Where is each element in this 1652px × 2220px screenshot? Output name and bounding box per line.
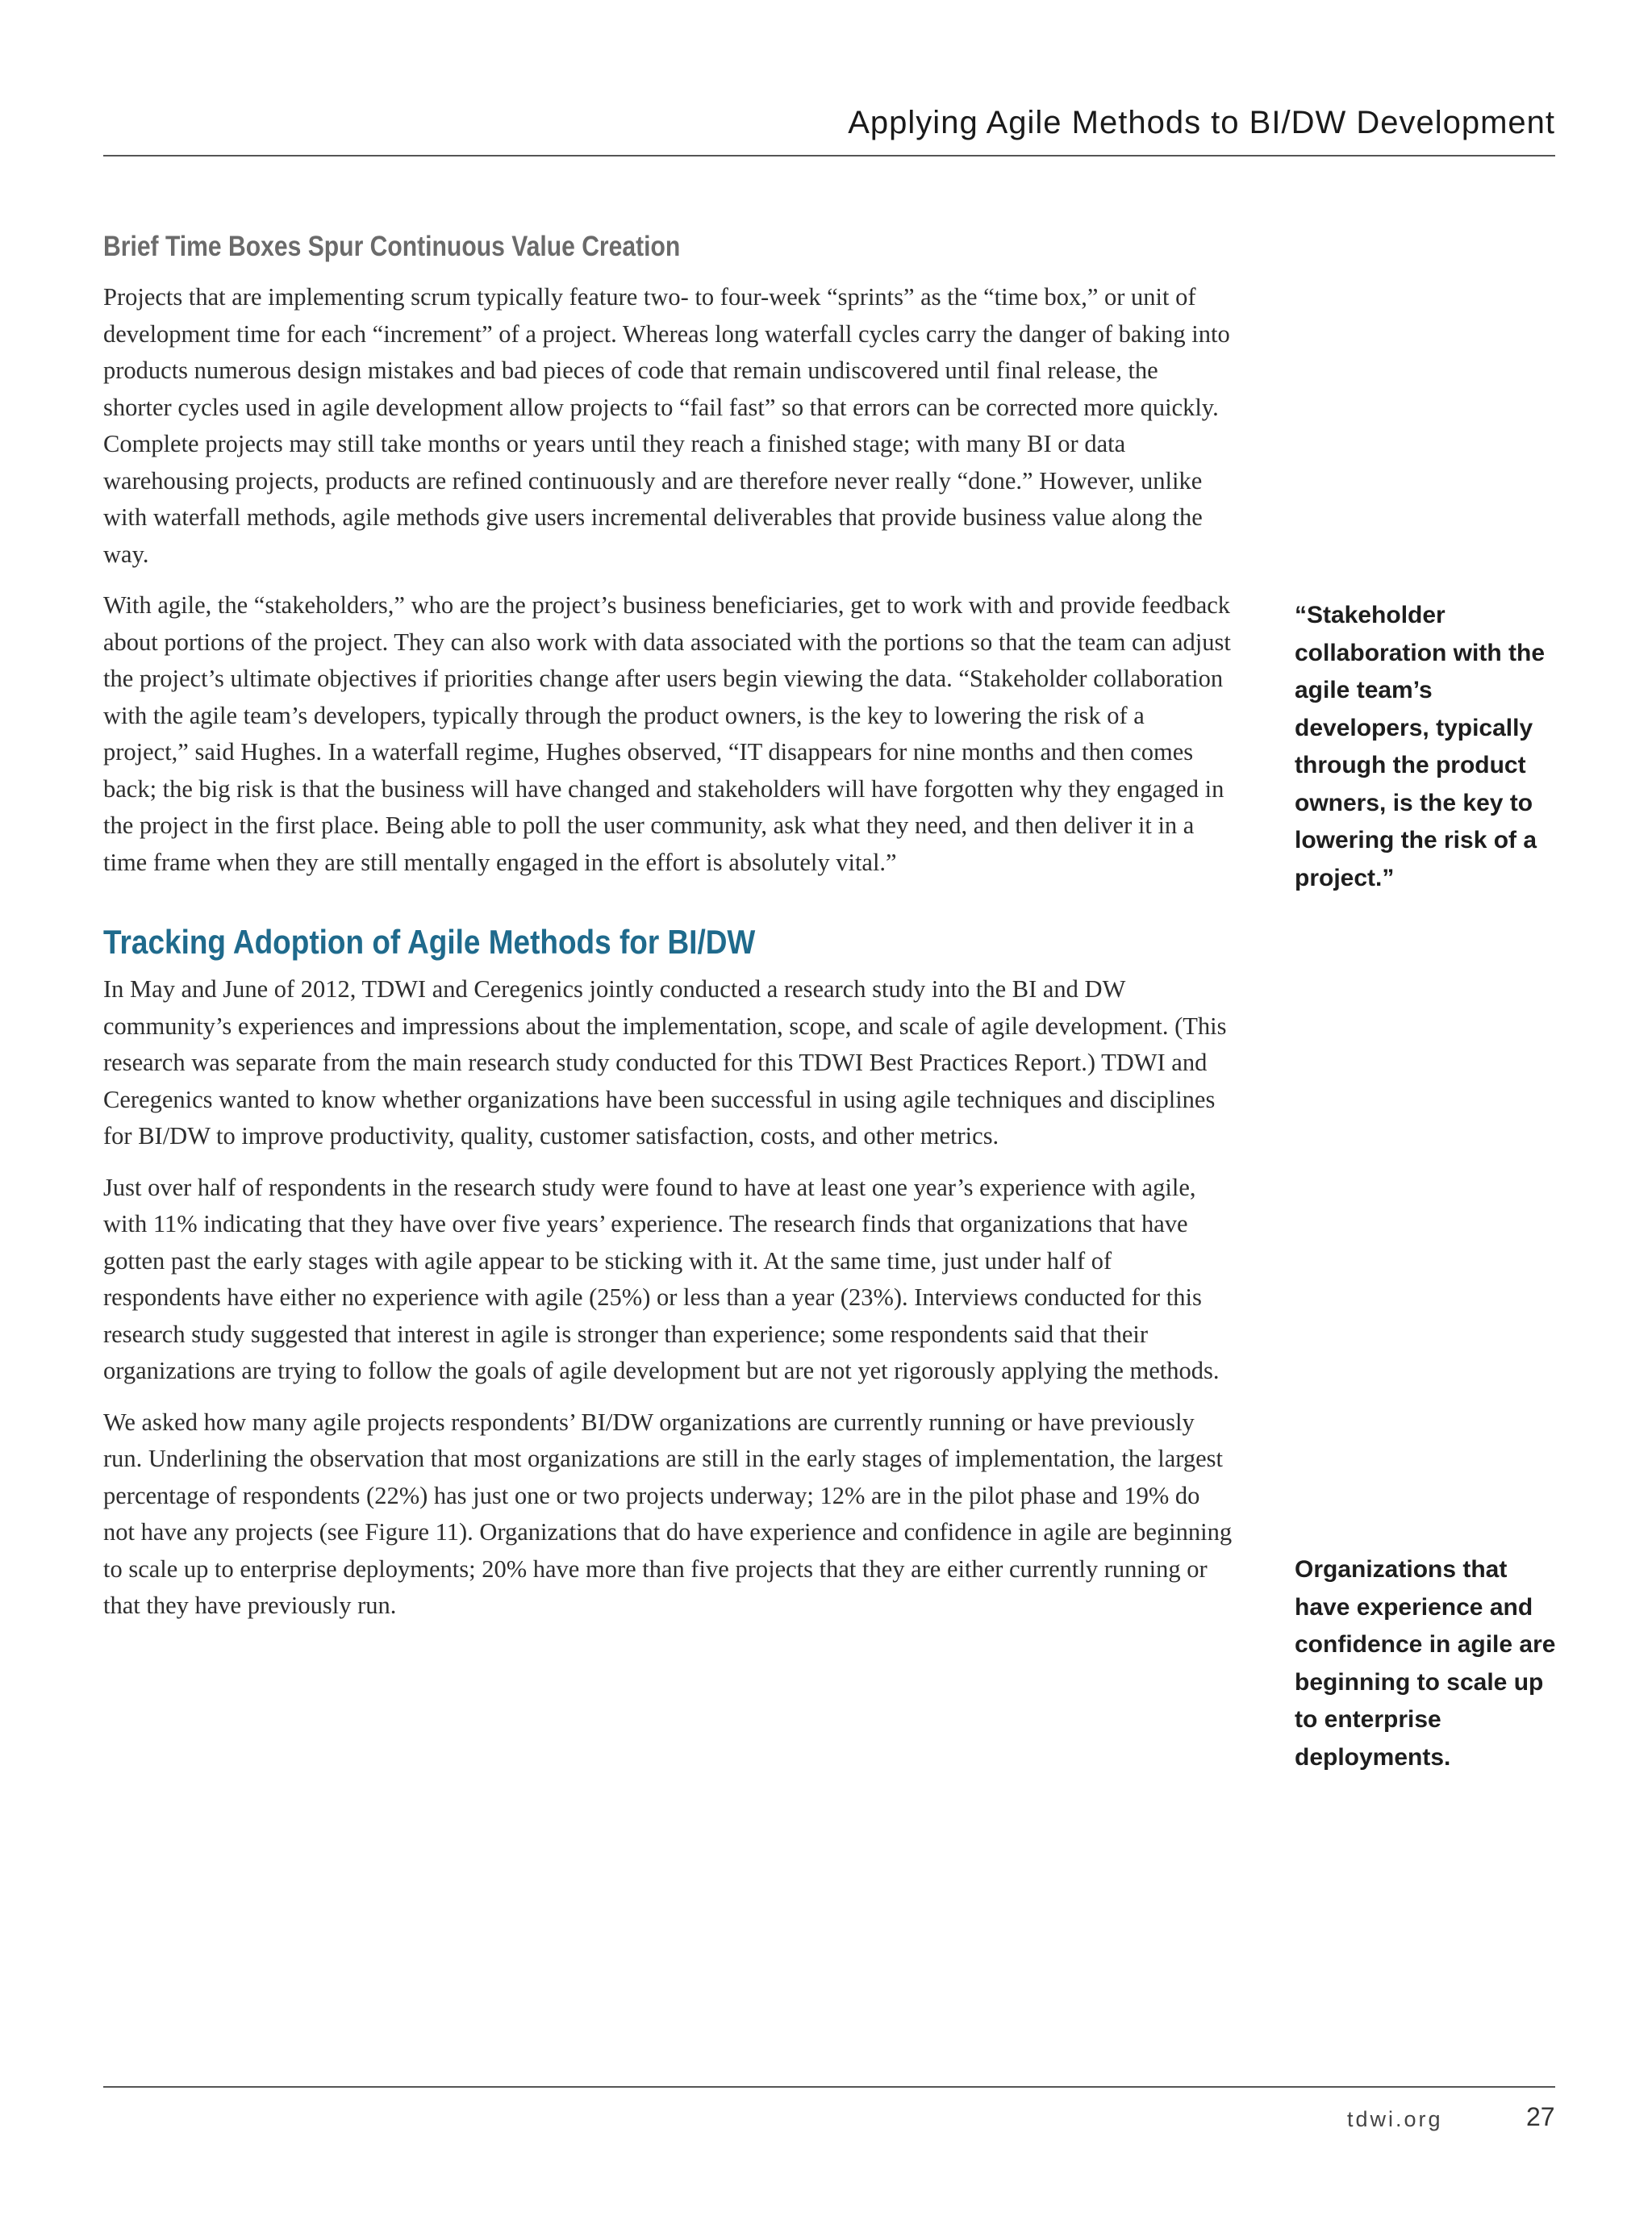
page-number: 27	[1526, 2102, 1555, 2131]
header-rule	[103, 155, 1555, 156]
main-column	[103, 223, 1233, 1639]
footer-rule	[103, 2086, 1555, 2088]
body-paragraph: In May and June of 2012, TDWI and Ceregenics jointly conducted a research study into the BI and DW community’s experiences and impressions about the implementation, scope, and scale of agile development. (This research was separate from the main research study conducted for this TDWI Best Practices Report.) TDWI and Ceregenics wanted to know whether organizations have been successful in using agile techniques and disciplines for BI/DW to improve productivity, quality, customer satisfaction, costs, and other metrics.	[103, 975, 1227, 1150]
running-header-title: Applying Agile Methods to BI/DW Development	[848, 105, 1555, 140]
section-heading-tracking-adoption: Tracking Adoption of Agile Methods for BI/DW	[103, 923, 756, 961]
pull-quote-organizations: Organizations that have experience and confidence in agile are beginning to scale up to enterprise deployments.	[1295, 1556, 1556, 1771]
section-heading-time-boxes: Brief Time Boxes Spur Continuous Value Creation	[103, 231, 681, 262]
body-paragraph: Just over half of respondents in the research study were found to have at least one year’s experience with agile, with 11% indicating that they have over five years’ experience. The research finds that organizations that have gotten past the early stages with agile appear to be sticking with it. At the same time, just under half of respondents have either no experience with agile (25%) or less than a year (23%). Interviews conducted for this research study suggested that interest in agile is stronger than experience; some respondents said that their organizations are trying to follow the goals of agile development but are not yet rigorously applying the methods.	[103, 1173, 1220, 1384]
body-paragraph: With agile, the “stakeholders,” who are the project’s business beneficiaries, get to work with and provide feedback about portions of the project. They can also work with data associated with the portions so that the team can adjust the project’s ultimate objectives if priorities change after users begin viewing the data. “Stakeholder collaboration with the agile team’s developers, typically through the product owners, is the key to lowering the risk of a project,” said Hughes. In a waterfall regime, Hughes observed, “IT disappears for nine months and then comes back; the big risk is that the business will have changed and stakeholders will have forgotten why they engaged in the project in the first place. Being able to poll the user community, ask what they need, and then deliver it in a time frame when they are still mentally engaged in the effort is absolutely vital.”	[103, 591, 1231, 876]
footer-site: tdwi.org	[1347, 2107, 1443, 2131]
body-paragraph: Projects that are implementing scrum typically feature two- to four-week “sprints” as the “time box,” or unit of development time for each “increment” of a project. Whereas long waterfall cycles carry the danger of baking into products numerous design mistakes and bad pieces of code that remain undiscovered until final release, the shorter cycles used in agile development allow projects to “fail fast” so that errors can be corrected more quickly. Complete projects may still take months or years until they reach a finished stage; with many BI or data warehousing projects, products are refined continuously and are therefore never really “done.” However, unlike with waterfall methods, agile methods give users incremental deliverables that provide business value along the way.	[103, 283, 1230, 568]
pull-quote-stakeholder: “Stakeholder collaboration with the agile team’s developers, typically through the product owners, is the key to lowering the risk of a project.”	[1295, 602, 1546, 891]
body-paragraph: We asked how many agile projects respondents’ BI/DW organizations are currently running or have previously run. Underlining the observation that most organizations are still in the early stages of implementation, the largest percentage of respondents (22%) has just one or two projects underway; 12% are in the pilot phase and 19% do not have any projects (see Figure 11). Organizations that do have experience and confidence in agile are beginning to scale up to enterprise deployments; 20% have more than five projects that they are either currently running or that they have previously run.	[103, 1408, 1233, 1619]
